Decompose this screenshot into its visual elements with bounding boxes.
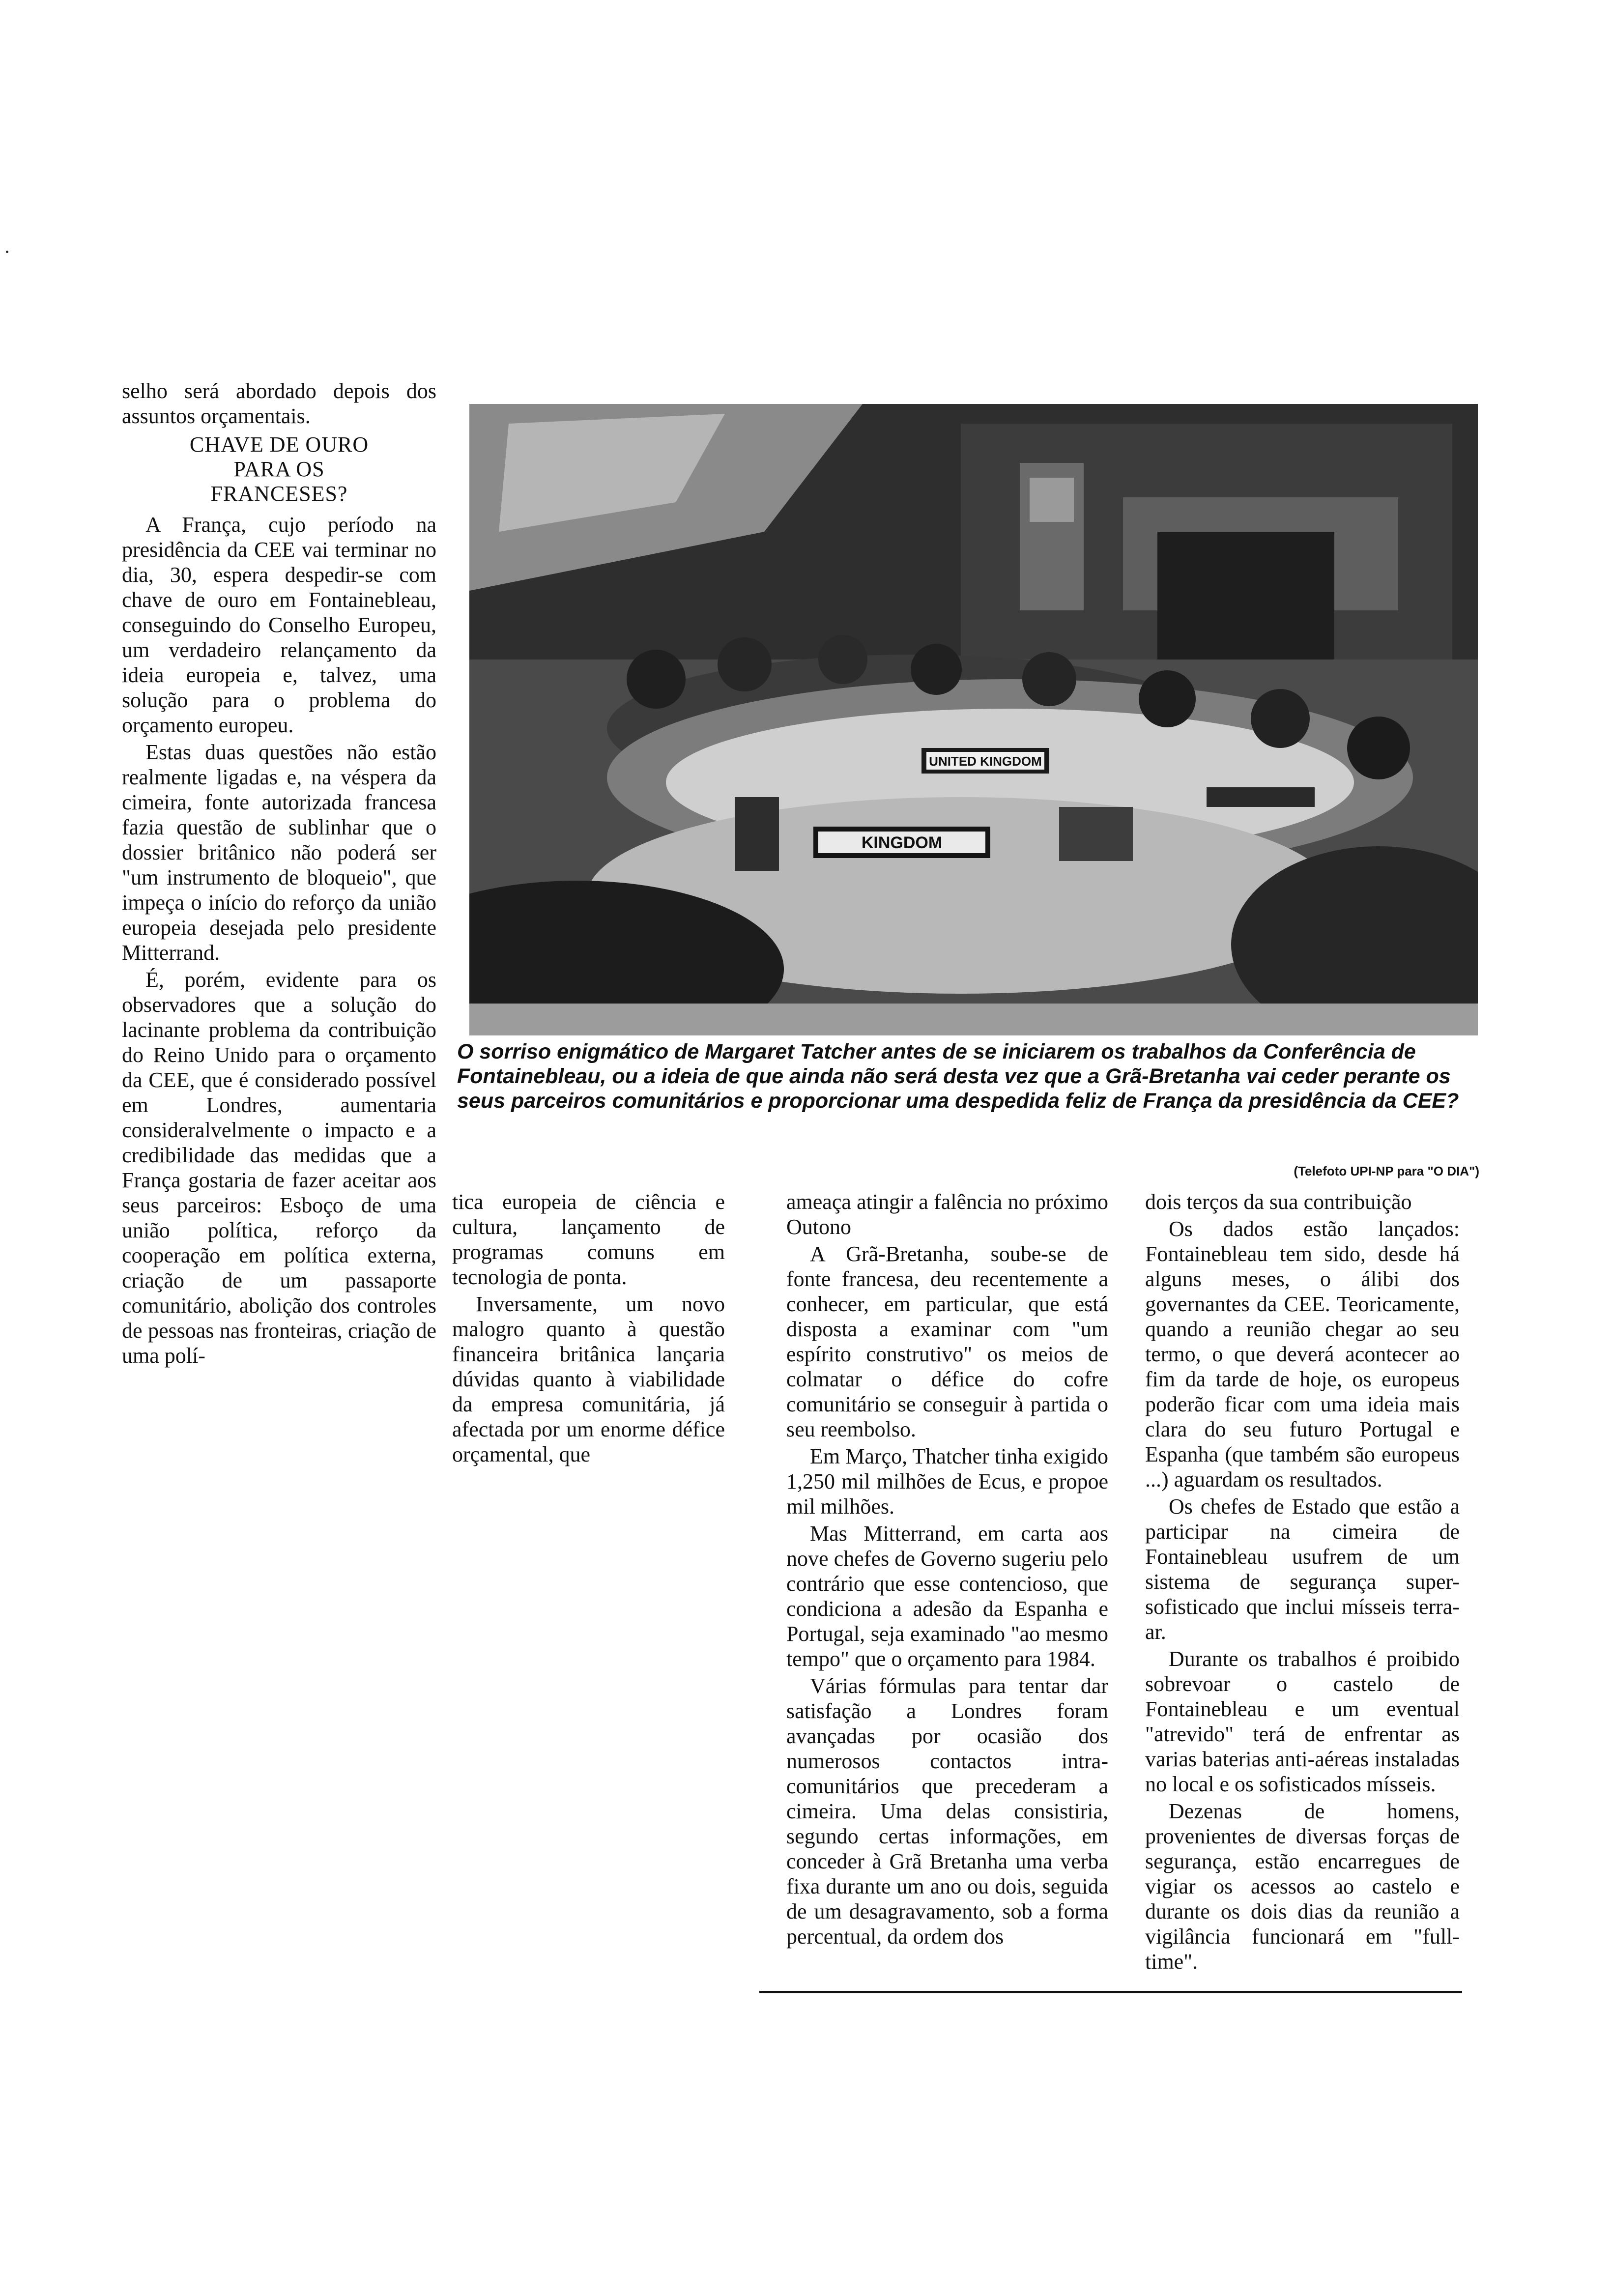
column-3 xyxy=(786,1189,1108,1951)
paragraph: A Grã-Bretanha, soube-se de fonte francesa, deu recentemente a conhecer, em particular, que está disposta a examinar com "um espírito construtivo" os meios de colmatar o défice do cofre comunitário se conseguir à partida o seu reembolso. xyxy=(786,1242,1108,1441)
paragraph: Em Março, Thatcher tinha exigido 1,250 mil milhões de Ecus, e propoe mil milhões. xyxy=(786,1444,1108,1519)
section-heading xyxy=(122,432,436,506)
paragraph: Inversamente, um novo malogro quanto à questão financeira britânica lançaria dúvidas quanto à viabilidade da empresa comunitária, já afectada por um enorme défice orçamental, que xyxy=(452,1292,725,1466)
column-1-lead: selho será abordado depois dos assuntos orçamentais. xyxy=(122,379,436,428)
column-2 xyxy=(452,1189,725,1469)
paragraph: A França, cujo período na presidência da CEE vai terminar no dia, 30, espera despedir-se com chave de ouro em Fontainebleau, conseguindo do Conselho Europeu, um verdadeiro relançamento da ideia europeia e, talvez, uma solução para o problema do orçamento europeu. xyxy=(122,513,436,737)
paragraph: Estas duas questões não estão realmente ligadas e, na véspera da cimeira, fonte autorizada francesa fazia questão de sublinhar que o dossier britânico não poderá ser "um instrumento de bloqueio", que impeça o início do reforço da união europeia desejada pelo presidente Mitterrand. xyxy=(122,740,436,965)
placard-label-2: KINGDOM xyxy=(861,833,943,852)
paragraph: Os chefes de Estado que estão a participar na cimeira de Fontainebleau usufrem de um sistema de segurança super-sofisticado que inclui mísseis terra-ar. xyxy=(1145,1494,1460,1644)
column-1 xyxy=(122,378,436,1370)
paragraph: Durante os trabalhos é proibido sobrevoar o castelo de Fontainebleau e um eventual "atrevido" terá de enfrentar as varias baterias anti-aéreas instaladas no local e os sofisticados mísseis. xyxy=(1145,1647,1460,1796)
conference-photo-graphic xyxy=(469,404,1478,1035)
placard-label-1: UNITED KINGDOM xyxy=(929,754,1042,769)
scan-speck xyxy=(6,251,8,253)
paragraph: dois terços da sua contribuição xyxy=(1145,1190,1412,1214)
paragraph: É, porém, evidente para os observadores que a solução do lacinante problema da contribuição do Reino Unido para o orçamento da CEE, que é considerado possível em Londres, aumentaria consideralvelmente o impacto e a credibilidade das medidas que a França gostaria de fazer aceitar aos seus parceiros: Esboço de uma união política, reforço da cooperação em política externa, criação de um passaporte comunitário, abolição dos controles de pessoas nas fronteiras, criação de uma polí- xyxy=(122,968,436,1368)
section-heading-line-2: PARA OS xyxy=(233,457,325,481)
section-heading-line-3: FRANCESES? xyxy=(210,482,348,506)
column-4 xyxy=(1145,1189,1460,1976)
photo-caption: O sorriso enigmático de Margaret Tatcher antes de se iniciarem os trabalhos da Conferência de Fontainebleau, ou a ideia de que ainda não será desta vez que a Grã-Bretanha vai ceder perante os seus parceiros comunitários e proporcionar uma despedida feliz de França da presidência da CEE? xyxy=(457,1040,1459,1113)
conference-photo xyxy=(469,404,1478,1035)
paragraph: Várias fórmulas para tentar dar satisfação a Londres foram avançadas por ocasião dos numerosos contactos intra-comunitários que precederam a cimeira. Uma delas consistiria, segundo certas informações, em conceder à Grã Bretanha uma verba fixa durante um ano ou dois, seguida de um desagravamento, sob a forma percentual, da ordem dos xyxy=(786,1674,1108,1949)
end-rule xyxy=(759,1991,1462,1993)
paragraph: Os dados estão lançados: Fontainebleau tem sido, desde há alguns meses, o álibi dos governantes da CEE. Teoricamente, quando a reunião chegar ao seu termo, o que deverá acontecer ao fim da tarde de hoje, os europeus poderão ficar com uma ideia mais clara do seu futuro Portugal e Espanha (que também são europeus ...) aguardam os resultados. xyxy=(1145,1217,1460,1492)
section-heading-line-1: CHAVE DE OURO xyxy=(189,432,369,457)
paragraph: Mas Mitterrand, em carta aos nove chefes de Governo sugeriu pelo contrário que esse contencioso, que condiciona a adesão da Espanha e Portugal, seja examinado "ao mesmo tempo" que o orçamento para 1984. xyxy=(786,1521,1108,1671)
paragraph: ameaça atingir a falência no próximo Outono xyxy=(786,1190,1108,1239)
paragraph: Dezenas de homens, provenientes de diversas forças de segurança, estão encarregues de vigiar os acessos ao castelo e durante os dois dias da reunião a vigilância funcionará em "full-time". xyxy=(1145,1799,1460,1974)
photo-credit: (Telefoto UPI-NP para "O DIA") xyxy=(1294,1164,1479,1178)
paragraph: tica europeia de ciência e cultura, lançamento de programas comuns em tecnologia de ponta. xyxy=(452,1190,725,1289)
